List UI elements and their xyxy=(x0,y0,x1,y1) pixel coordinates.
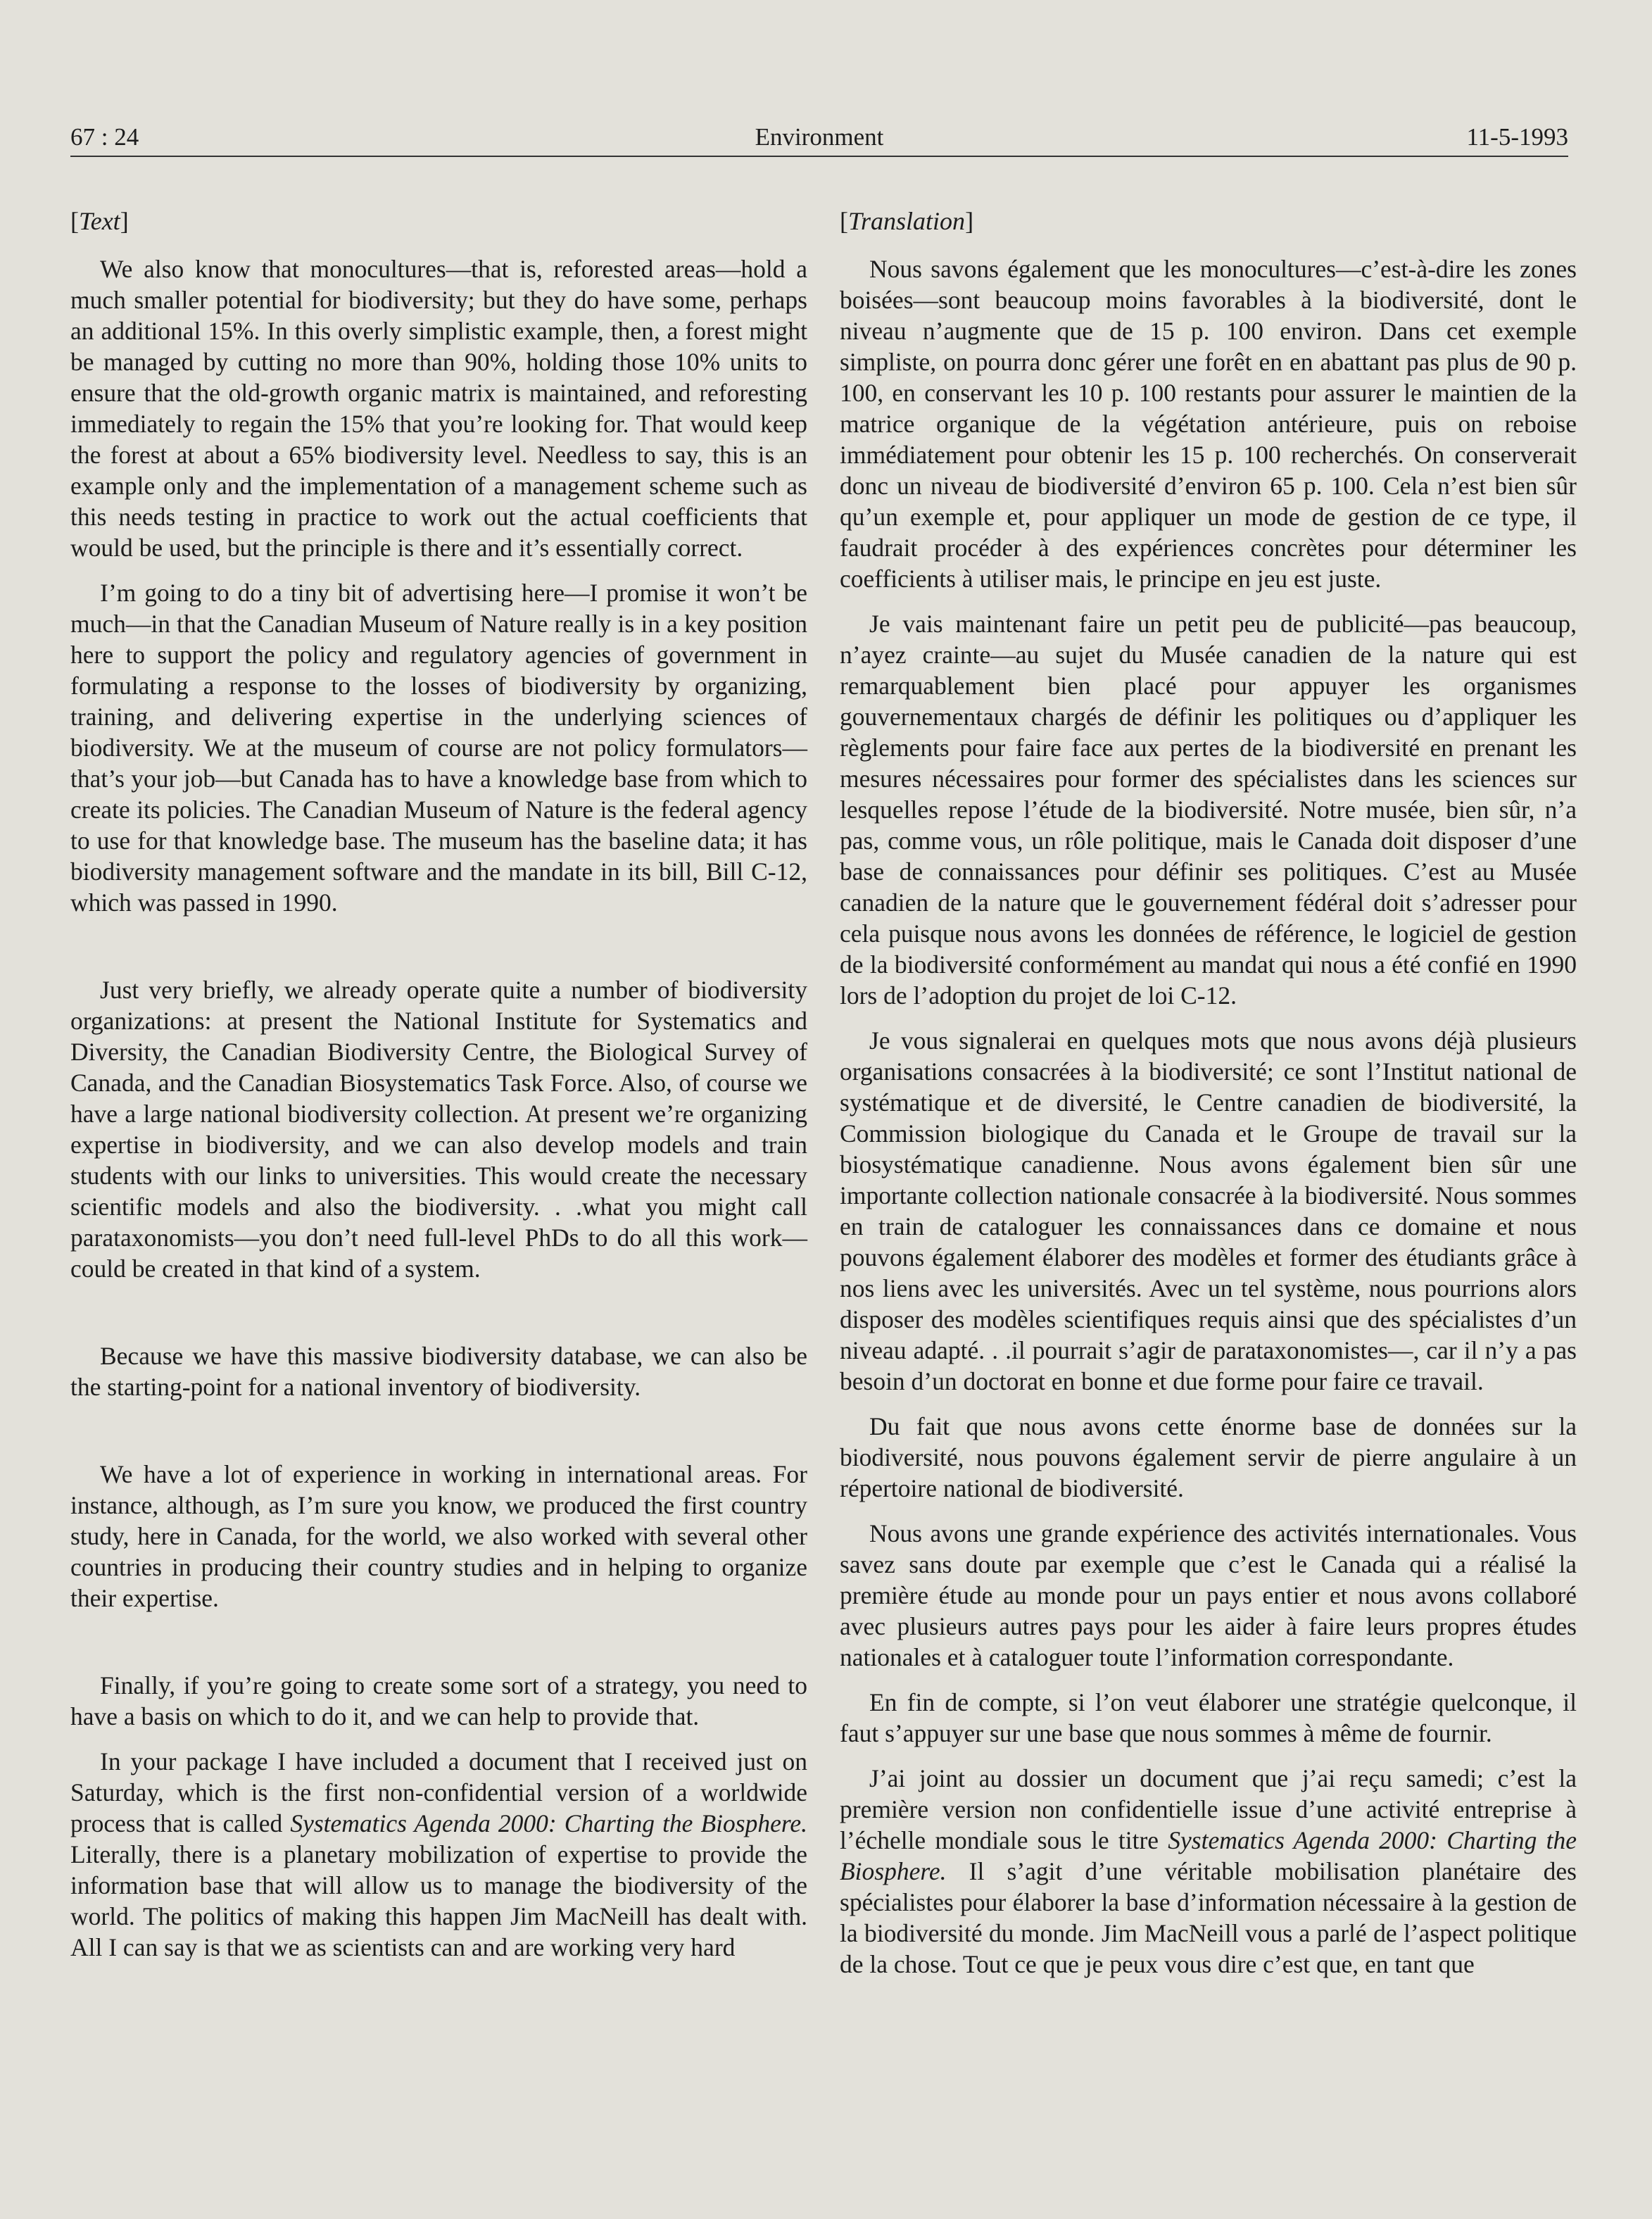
paragraph: Finally, if you’re going to create some sort of a strategy, you need to have a basis on which to do it, and we can help to provide that. xyxy=(70,1671,807,1730)
column-label: [Translation] xyxy=(840,207,974,235)
paragraph: I’m going to do a tiny bit of advertising here—I promise it won’t be much—in that the Canadian Museum of Nature really is in a key position here to support the policy and regulatory agencies of government in formulating a response to the losses of biodiversity by organizing, training, and delivering expertise in the underlying sciences of biodiversity. We at the museum of course are not policy formulators—that’s your job—but Canada has to have a knowledge base from which to create its policies. The Canadian Museum of Nature is the federal agency to use for that knowledge base. The museum has the baseline data; it has biodiversity management software and the mandate in its bill, Bill C-12, which was passed in 1990. xyxy=(70,579,807,917)
document-title: Systematics Agenda 2000: Charting the Biosphere. xyxy=(840,1826,1577,1885)
paragraph: Je vais maintenant faire un petit peu de publicité—pas beaucoup, n’ayez crainte—au sujet du Musée canadien de la nature qui est remarquablement bien placé pour appuyer les organismes gouvernementaux chargés de définir les politiques ou d’appliquer les règlements pour faire face aux pertes de la biodiversité en prenant les mesures nécessaires pour former des spécialistes dans les sciences sur lesquelles repose l’étude de la biodiversité. Notre musée, bien sûr, n’a pas, comme vous, un rôle politique, mais le Canada doit disposer d’une base de connaissances pour définir ses politiques. C’est au Musée canadien de la nature que le gouvernement fédéral doit s’adresser pour cela puisque nous avons les données de référence, le logiciel de gestion de la biodiversité conformément au mandat qui nous a été confié en 1990 lors de l’adoption du projet de loi C-12. xyxy=(840,610,1577,1010)
document-title: Systematics Agenda 2000: Charting the Biosphere. xyxy=(290,1809,807,1837)
paragraph: Nous avons une grande expérience des activités internationales. Vous savez sans doute par exemple que c’est le Canada qui a réalisé la première étude au monde pour un pays entier et nous avons collaboré avec plusieurs autres pays pour les aider à faire leurs propres études nationales et à cataloguer toute l’information correspondante. xyxy=(840,1519,1577,1671)
english-column xyxy=(70,204,807,1963)
paragraph: Because we have this massive biodiversity database, we can also be the starting-point for a national inventory of biodiversity. xyxy=(70,1342,807,1401)
column-label: [Text] xyxy=(70,207,129,235)
sitting-date: 11-5-1993 xyxy=(1466,123,1568,151)
paragraph: En fin de compte, si l’on veut élaborer une stratégie quelconque, il faut s’appuyer sur une base que nous sommes à même de fournir. xyxy=(840,1688,1577,1747)
page-reference: 67 : 24 xyxy=(70,123,139,151)
committee-title: Environment xyxy=(755,123,884,151)
running-header xyxy=(70,120,1568,155)
paragraph: Just very briefly, we already operate quite a number of biodiversity organizations: at present the National Institute for Systematics and Diversity, the Canadian Biodiversity Centre, the Biological Survey of Canada, and the Canadian Biosystematics Task Force. Also, of course we have a large national biodiversity collection. At present we’re organizing expertise in biodiversity, and we can also develop models and train students with our links to universities. This would create the necessary scientific models and also the biodiversity. . .what you might call parataxonomists—you don’t need full-level PhDs to do all this work—could be created in that kind of a system. xyxy=(70,976,807,1283)
paragraph: Du fait que nous avons cette énorme base de données sur la biodiversité, nous pouvons également servir de pierre angulaire à un répertoire national de biodiversité. xyxy=(840,1412,1577,1502)
french-column xyxy=(840,204,1577,1994)
paragraph: Je vous signalerai en quelques mots que nous avons déjà plusieurs organisations consacrées à la biodiversité; ce sont l’Institut national de systématique et de diversité, le Centre canadien de biodiversité, la Commission biologique du Canada et le Groupe de travail sur la biosystématique canadienne. Nous avons également bien sûr une importante collection nationale consacrée à la biodiversité. Nous sommes en train de cataloguer les connaissances dans ce domaine et nous pouvons également élaborer des modèles et former des étudiants grâce à nos liens avec les universités. Avec un tel système, nous pourrions alors disposer des modèles scientifiques requis ainsi que des spécialistes d’un niveau adapté. . .il pourrait s’agir de parataxonomistes—, car il n’y a pas besoin d’un doctorat en bonne et due forme pour faire ce travail. xyxy=(840,1026,1577,1395)
paragraph: J’ai joint au dossier un document que j’ai reçu samedi; c’est la première version non confidentielle issue d’une activité entreprise à l’échelle mondiale sous le titre Systematics Agenda 2000: Charting the Biosphere. Il s’agit d’une véritable mobilisation planétaire des spécialistes pour élaborer la base d’information nécessaire à la gestion de la biodiversité du monde. Jim MacNeill vous a parlé de l’aspect politique de la chose. Tout ce que je peux vous dire c’est que, en tant que xyxy=(840,1764,1577,1978)
paragraph: We have a lot of experience in working in international areas. For instance, although, as I’m sure you know, we produced the first country study, here in Canada, for the world, we also worked with several other countries in producing their country studies and in helping to organize their expertise. xyxy=(70,1460,807,1612)
header-rule xyxy=(70,156,1568,157)
paragraph: In your package I have included a document that I received just on Saturday, which is the first non-confidential version of a worldwide process that is called Systematics Agenda 2000: Charting the Biosphere. Literally, there is a planetary mobilization of expertise to provide the information base that will allow us to manage the biodiversity of the world. The politics of making this happen Jim MacNeill has dealt with. All I can say is that we as scientists can and are working very hard xyxy=(70,1747,807,1961)
paragraph: Nous savons également que les monocultures—c’est-à-dire les zones boisées—sont beaucoup moins favorables à la biodiversité, dont le niveau n’augmente que de 15 p. 100 environ. Dans cet exemple simpliste, on pourra donc gérer une forêt en en abattant pas plus de 90 p. 100, en conservant les 10 p. 100 restants pour assurer le maintien de la matrice organique de la végétation antérieure, puis on reboise immédiatement pour obtenir les 15 p. 100 recherchés. On conserverait donc un niveau de biodiversité d’environ 65 p. 100. Cela n’est bien sûr qu’un exemple et, pour appliquer un mode de gestion de ce type, il faudrait procéder à des expériences concrètes pour déterminer les coefficients à utiliser mais, le principe en jeu est juste. xyxy=(840,255,1577,593)
paragraph: We also know that monocultures—that is, reforested areas—hold a much smaller potential for biodiversity; but they do have some, perhaps an additional 15%. In this overly simplistic example, then, a forest might be managed by cutting no more than 90%, holding those 10% units to ensure that the old-growth organic matrix is maintained, and reforesting immediately to regain the 15% that you’re looking for. That would keep the forest at about a 65% biodiversity level. Needless to say, this is an example only and the implementation of a management scheme such as this needs testing in practice to work out the actual coefficients that would be used, but the principle is there and it’s essentially correct. xyxy=(70,255,807,562)
